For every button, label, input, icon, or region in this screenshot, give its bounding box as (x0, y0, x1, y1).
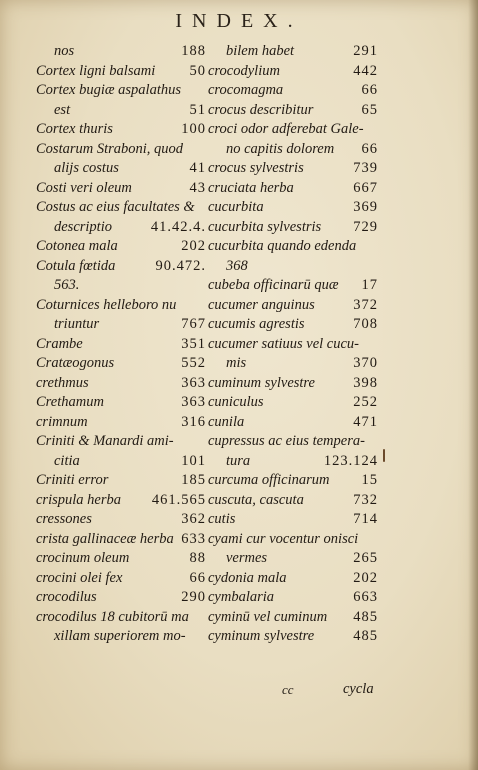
index-page-number: 51 (189, 101, 206, 118)
index-term: Costi veri oleum (36, 179, 132, 196)
index-term: cucurbita sylvestris (208, 218, 322, 235)
index-term: tura (226, 452, 251, 469)
index-page-number: 188 (181, 43, 206, 59)
index-page-number: 552 (181, 355, 206, 371)
index-entry (36, 374, 206, 394)
index-page-number: 66 (361, 82, 378, 98)
index-term: cyminum sylvestre (208, 628, 315, 644)
index-entry (36, 140, 206, 160)
index-entry (208, 393, 378, 413)
index-entry (36, 81, 206, 101)
index-entry (208, 101, 378, 121)
index-entry (208, 471, 378, 491)
page-edge-shadow (468, 0, 478, 770)
index-page-number: 732 (353, 491, 378, 508)
index-entry (36, 296, 206, 316)
index-entry (208, 198, 378, 218)
index-entry (36, 471, 206, 491)
index-entry (36, 569, 206, 589)
index-page-number: 252 (353, 394, 378, 410)
index-term: cruciata herba (208, 179, 294, 196)
index-term: cubeba officinarū quæ (208, 277, 339, 293)
index-term: crocus describitur (208, 101, 314, 118)
index-term: Cortex ligni balsami (36, 62, 156, 79)
index-term: crista gallinaceæ herba (36, 530, 174, 547)
index-page-number: 663 (353, 589, 378, 605)
index-entry (208, 530, 378, 550)
index-term: crethmus (36, 374, 89, 391)
index-term: no capitis dolorem (226, 140, 335, 157)
page-title: INDEX. (175, 10, 303, 32)
index-entry (36, 530, 206, 550)
index-page-number: 265 (353, 550, 378, 566)
index-entry (208, 159, 378, 179)
index-page-number: 15 (361, 472, 378, 488)
index-entry (208, 354, 378, 374)
index-page-number: 667 (353, 179, 378, 196)
index-page-number: 442 (353, 62, 378, 79)
index-term: cucumer anguinus (208, 296, 315, 313)
index-entry (36, 237, 206, 257)
index-term: xillam superiorem mo- (54, 628, 186, 644)
index-term: cutis (208, 511, 236, 527)
index-term: crocini olei fex (36, 569, 123, 586)
index-page-number: 363 (181, 374, 206, 391)
index-term: Criniti & Manardi ami- (36, 433, 174, 449)
index-entry (36, 627, 206, 647)
index-term: Crambe (36, 335, 83, 352)
index-term: Cotonea mala (36, 238, 118, 254)
index-term: cupressus ac eius tempera- (208, 433, 365, 449)
index-term: cucurbita (208, 199, 264, 215)
index-page-number: 363 (181, 394, 206, 410)
index-page-number: 66 (361, 140, 378, 157)
index-page-number: 485 (353, 628, 378, 644)
index-page-number: 714 (353, 511, 378, 527)
index-entry (36, 588, 206, 608)
index-term: nos (54, 43, 75, 59)
index-entry (36, 413, 206, 433)
index-term: cymbalaria (208, 589, 275, 605)
index-term: croci odor adferebat Gale- (208, 121, 364, 137)
index-page-number: 123.124 (323, 452, 378, 469)
index-column-left (36, 42, 206, 647)
index-entry (36, 218, 206, 238)
index-entry (36, 257, 206, 277)
index-page-number: 88 (189, 550, 206, 566)
index-entry (208, 140, 378, 160)
index-entry (36, 549, 206, 569)
index-term: Cratæogonus (36, 355, 115, 371)
index-page-number: 41 (189, 160, 206, 176)
index-term: cressones (36, 511, 92, 527)
index-term: cucurbita quando edenda (208, 238, 357, 254)
index-term: cuscuta, cascuta (208, 491, 304, 508)
index-entry (208, 335, 378, 355)
index-page-number: 471 (353, 413, 378, 430)
index-page-number: 65 (361, 101, 378, 118)
index-page-number: 729 (353, 218, 378, 235)
index-term: crocodilus (36, 589, 97, 605)
index-entry (36, 159, 206, 179)
index-page-number: 100 (181, 121, 206, 137)
index-entry (208, 588, 378, 608)
index-page-number: 316 (181, 413, 206, 430)
index-term: crocus sylvestris (208, 160, 304, 176)
index-term: 563. (54, 277, 80, 293)
index-term: crocinum oleum (36, 550, 130, 566)
index-entry (36, 198, 206, 218)
index-term: crocodylium (208, 62, 280, 79)
index-entry (208, 218, 378, 238)
index-term: crispula herba (36, 491, 121, 508)
index-page-number: 17 (361, 277, 378, 293)
index-term: curcuma officinarum (208, 472, 330, 488)
index-term: descriptio (54, 218, 112, 235)
index-entry (36, 42, 206, 62)
index-term: alijs costus (54, 160, 119, 176)
index-term: Criniti error (36, 472, 109, 488)
index-term: cucumer satiuus vel cucu- (208, 335, 359, 352)
index-term: Costus ac eius facultates & (36, 199, 195, 215)
ink-mark (383, 449, 385, 462)
index-page-number: 485 (353, 608, 378, 625)
index-entry (208, 81, 378, 101)
index-entry (208, 62, 378, 82)
catchword: cycla (343, 681, 374, 697)
index-entry (36, 101, 206, 121)
index-entry (208, 237, 378, 257)
index-entry (36, 510, 206, 530)
index-entry (36, 179, 206, 199)
index-term: Crethamum (36, 394, 104, 410)
index-page-number: 291 (353, 43, 378, 59)
index-term: est (54, 101, 71, 118)
index-page-number: 202 (353, 569, 378, 586)
index-page-number: 767 (181, 316, 206, 332)
index-entry (36, 276, 206, 296)
index-page-number: 370 (353, 355, 378, 371)
index-term: vermes (226, 550, 268, 566)
index-page-number: 43 (189, 179, 206, 196)
index-term: cydonia mala (208, 569, 287, 586)
index-entry (208, 452, 378, 472)
index-page-number: 290 (181, 589, 206, 605)
index-entry (36, 491, 206, 511)
index-term: cuniculus (208, 394, 264, 410)
index-entry (36, 432, 206, 452)
index-term: Cortex bugiæ aspalathus (36, 82, 182, 98)
index-entry (208, 608, 378, 628)
index-page-number: 369 (353, 199, 378, 215)
index-entry (208, 374, 378, 394)
index-page-number: 185 (181, 472, 206, 488)
index-page-number: 50 (189, 62, 206, 79)
index-term: Coturnices helleboro nu (36, 296, 177, 313)
index-term: crocomagma (208, 82, 284, 98)
index-page-number: 90.472. (155, 257, 206, 274)
index-page-number: 202 (181, 238, 206, 254)
index-entry (36, 335, 206, 355)
index-page-number: 66 (189, 569, 206, 586)
index-page-number: 633 (181, 530, 206, 547)
index-term: cyminū vel cuminum (208, 608, 328, 625)
index-page-number: 362 (181, 511, 206, 527)
index-entry (208, 42, 378, 62)
index-entry (36, 452, 206, 472)
index-entry (36, 315, 206, 335)
index-entry (208, 315, 378, 335)
index-page-number: 41.42.4. (150, 218, 206, 235)
index-term: cunila (208, 413, 245, 430)
index-entry (208, 413, 378, 433)
index-entry (208, 296, 378, 316)
index-entry (208, 627, 378, 647)
index-page-number: 372 (353, 296, 378, 313)
index-page-number: 398 (353, 374, 378, 391)
index-page-number: 351 (181, 335, 206, 352)
index-entry (36, 120, 206, 140)
index-term: Costarum Straboni, quod (36, 140, 184, 157)
index-entry (208, 432, 378, 452)
index-page-number: 708 (353, 316, 378, 332)
index-entry (208, 179, 378, 199)
index-page-number: 461.565 (151, 491, 206, 508)
index-term: crimnum (36, 413, 88, 430)
index-term: Cortex thuris (36, 121, 113, 137)
index-term: 368 (226, 257, 248, 274)
index-term: cucumis agrestis (208, 316, 305, 332)
index-term: mis (226, 355, 247, 371)
index-entry (36, 62, 206, 82)
index-page-number: 101 (181, 452, 206, 469)
index-term: citia (54, 452, 80, 469)
index-entry (208, 120, 378, 140)
index-entry (208, 510, 378, 530)
index-term: bilem habet (226, 43, 295, 59)
index-entry (36, 393, 206, 413)
index-term: cuminum sylvestre (208, 374, 315, 391)
index-column-right (208, 42, 378, 647)
index-term: crocodilus 18 cubitorū ma (36, 608, 189, 625)
index-page-number: 739 (353, 160, 378, 176)
index-term: Cotula fœtida (36, 257, 116, 274)
index-entry (36, 354, 206, 374)
index-entry (208, 549, 378, 569)
index-entry (36, 608, 206, 628)
index-entry (208, 257, 378, 277)
index-term: cyami cur vocentur onisci (208, 530, 359, 547)
index-entry (208, 491, 378, 511)
index-entry (208, 569, 378, 589)
index-term: triuntur (54, 316, 100, 332)
index-entry (208, 276, 378, 296)
signature-mark: cc (282, 682, 294, 697)
